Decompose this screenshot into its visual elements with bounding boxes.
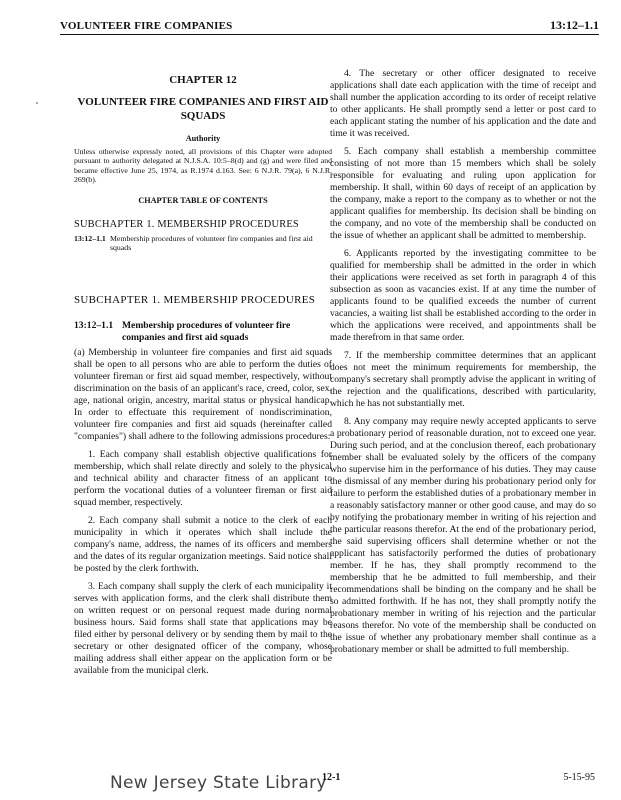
subchapter-heading: SUBCHAPTER 1. MEMBERSHIP PROCEDURES <box>74 294 316 307</box>
item-7: 7. If the membership committee determines that an applicant does not meet the minimum requirements for membership, the company's secretary shall promptly advise the applicant in writing of the rejection and the qualifications, described with particularity, which he has not substantially met. <box>330 350 596 409</box>
right-column <box>330 68 596 662</box>
chapter-title: VOLUNTEER FIRE COMPANIES AND FIRST AID SQUADS <box>77 96 329 122</box>
section-heading <box>74 320 332 344</box>
header-title: VOLUNTEER FIRE COMPANIES <box>60 20 233 32</box>
item-3: 3. Each company shall supply the clerk of each municipality it serves with application forms, and the clerk shall distribute them on written request or on personal request made during normal business hours. Said forms shall state that applications may be filed either by personal delivery or by sending them by mail to the secretary or other designated officer of the company, whose mailing address shall either appear on the application form or be available from the municipal clerk. <box>74 581 332 677</box>
item-8: 8. Any company may require newly accepted applicants to serve a probationary period of reasonable duration, not to exceed one year. During such period, and at the conclusion thereof, each probationary member shall be evaluated solely by the officers of the company who supervise him in the performance of his duties. They may cause the dismissal of any member during his probationary period only for failure to perform the established duties of a probationary member in a reasonably satisfactory manner or other good cause, and may do so by notifying the probationary member in writing of his rejection and the particular reasons therefor. At the end of the probationary period, the said supervising officers shall determine whether or not the applicant has satisfactorily performed the duties of probationary member. If he has, they shall promptly recommend to the membership that he be admitted to full membership, and their recommendations shall be binding on the company and he shall be so admitted forthwith. If he has not, they shall promptly notify the probationary member in writing of his rejection and the particular reasons therefor. No vote of the membership shall be conducted on the issue of whether any probationary member shall continue as a probationary member or shall be admitted to full membership. <box>330 416 596 655</box>
item-5: 5. Each company shall establish a membership committee consisting of not more than 15 members which shall be solely responsible for evaluating and ruling upon application for membership. It shall, within 60 days of receipt of an application by the company, make a report to the company as to whether or not the applicant qualifies for membership. Its decision shall be binding on the company, and no vote of the membership shall be conducted on the issue of whether an applicant shall be admitted to membership. <box>330 146 596 241</box>
toc-entry-text: Membership procedures of volunteer fire companies and first aid squads <box>110 233 313 253</box>
item-1: 1. Each company shall establish objective qualifications for membership, which shall relate directly and solely to the physical and technical ability and character fitness of an applicant to perform the vocational duties of a volunteer fireman or first aid squad member, respectively. <box>74 449 332 509</box>
toc-entry-number: 13:12–1.1 <box>74 233 106 243</box>
item-2: 2. Each company shall submit a notice to the clerk of each municipality in which it operates which shall include the company's name, address, the names of its officers and members and the dates of its regular organization meetings. Said notice shall be posted by the clerk forthwith. <box>74 515 332 575</box>
authority-text: Unless otherwise expressly noted, all provisions of this Chapter were adopted pursuant to authority delegated at N.J.S.A. 10:5–8(d) and (g) and were filed and became effective June 25, 1974, as R.1974 d.163. See: 6 N.J.R. 79(a), 6 N.J.R. 269(b). <box>74 147 332 185</box>
left-column <box>74 68 332 683</box>
item-4: 4. The secretary or other officer designated to receive applications shall date each application with the time of receipt and shall number the application according to its order of receipt relative to other applicants. He shall promptly send a letter or post card to each applicant stating the number of his application and the date and time it was received. <box>330 68 596 139</box>
authority-heading: Authority <box>185 134 221 143</box>
paragraph-a: (a) Membership in volunteer fire companies and first aid squads shall be open to all persons who are able to perform the duties of volunteer fireman or first aid squad member, respectively, without discrimination on the basis of an applicant's race, creed, color, sex, age, national origin, ancestry, marital status or physical handicap. In order to effectuate this requirement of nondiscrimination, volunteer fire companies and first aid squads (hereinafter called "companies") shall adhere to the following admissions procedures: <box>74 347 332 443</box>
toc-subchapter: SUBCHAPTER 1. MEMBERSHIP PROCEDURES <box>74 218 299 230</box>
page-number: 12-1 <box>322 772 341 783</box>
section-title: Membership procedures of volunteer fire companies and first aid squads <box>122 320 291 344</box>
running-header <box>60 16 599 35</box>
chapter-number: CHAPTER 12 <box>169 74 237 86</box>
toc-heading: CHAPTER TABLE OF CONTENTS <box>138 195 268 205</box>
library-watermark: New Jersey State Library <box>110 773 327 793</box>
toc-entry[interactable] <box>74 234 332 253</box>
item-6: 6. Applicants reported by the investigating committee to be qualified for membership shall be admitted in the order in which their applications were received as set forth in paragraph 4 of this subsection as soon as vacancies exist. If at any time the number of applicants found to be qualified exceeds the number of current vacancies, a waiting list shall be established according to the order in which the applications were received, and appointments shall be made therefrom in that same order. <box>330 248 596 343</box>
scan-speck <box>36 102 38 104</box>
section-number: 13:12–1.1 <box>74 320 114 332</box>
header-section-number: 13:12–1.1 <box>550 18 599 32</box>
revision-date: 5-15-95 <box>563 772 595 783</box>
